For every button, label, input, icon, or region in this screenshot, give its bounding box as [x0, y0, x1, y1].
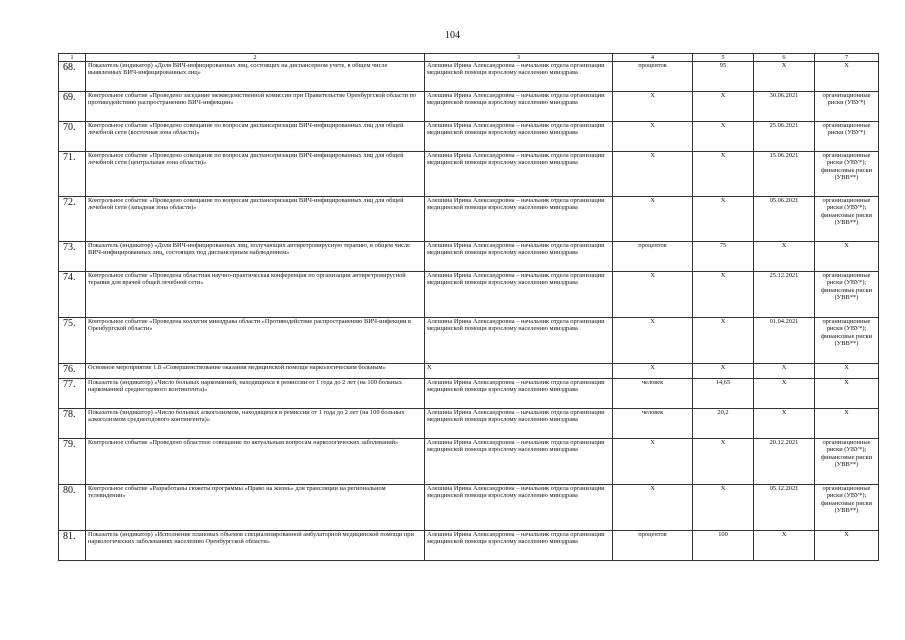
- header-cell: 1: [59, 54, 86, 62]
- header-cell: 7: [815, 54, 879, 62]
- table-row: [59, 152, 879, 197]
- row-number-cell: 71.: [59, 152, 86, 197]
- table-row: [59, 122, 879, 152]
- event-name-cell: Показатель (индикатор) «Доля ВИЧ-инфицированных лиц, состоящих на диспансерном учете, в общем числе выявленных ВИЧ-инфицированных лиц»: [86, 62, 425, 92]
- header-cell: 2: [86, 54, 425, 62]
- header-cell: 4: [613, 54, 693, 62]
- event-name-cell: Контрольное событие «Проведено совещание по вопросам диспансеризации ВИЧ-инфицированных лиц для общей лечебной сети (западная зона области)»: [86, 197, 425, 242]
- row-number-cell: 68.: [59, 62, 86, 92]
- deadline-cell: X: [754, 242, 815, 272]
- table-row: [59, 92, 879, 122]
- value-cell: X: [693, 197, 754, 242]
- responsible-cell: Алешина Ирина Александровна – начальник отдела организации медицинской помощи взрослому населению минздрава: [425, 122, 613, 152]
- table-row: [59, 272, 879, 318]
- responsible-cell: Алешина Ирина Александровна – начальник отдела организации медицинской помощи взрослому населению минздрава: [425, 409, 613, 439]
- row-number-cell: 69.: [59, 92, 86, 122]
- risks-cell: организационные риски (УВУ*); финансовые риски (УВВ**): [815, 439, 879, 485]
- table-row: [59, 379, 879, 409]
- risks-cell: X: [815, 531, 879, 561]
- value-cell: 100: [693, 531, 754, 561]
- responsible-cell: Алешина Ирина Александровна – начальник отдела организации медицинской помощи взрослому населению минздрава: [425, 531, 613, 561]
- value-cell: X: [693, 364, 754, 379]
- plan-table: [58, 53, 879, 561]
- table-row: [59, 531, 879, 561]
- value-cell: 14,65: [693, 379, 754, 409]
- deadline-cell: X: [754, 409, 815, 439]
- responsible-cell: Алешина Ирина Александровна – начальник отдела организации медицинской помощи взрослому населению минздрава: [425, 379, 613, 409]
- unit-cell: человек: [613, 379, 693, 409]
- risks-cell: X: [815, 242, 879, 272]
- unit-cell: X: [613, 364, 693, 379]
- risks-cell: X: [815, 62, 879, 92]
- risks-cell: X: [815, 379, 879, 409]
- deadline-cell: X: [754, 531, 815, 561]
- deadline-cell: 05.12.2021: [754, 485, 815, 531]
- deadline-cell: X: [754, 62, 815, 92]
- unit-cell: X: [613, 152, 693, 197]
- row-number-cell: 81.: [59, 531, 86, 561]
- row-number-cell: 73.: [59, 242, 86, 272]
- table-row: [59, 485, 879, 531]
- responsible-cell: Алешина Ирина Александровна – начальник отдела организации медицинской помощи взрослому населению минздрава: [425, 197, 613, 242]
- event-name-cell: Контрольное событие «Проведено совещание по вопросам диспансеризации ВИЧ-инфицированных лиц для общей лечебной сети (восточная зона области)»: [86, 122, 425, 152]
- table-row: [59, 409, 879, 439]
- value-cell: X: [693, 92, 754, 122]
- risks-cell: X: [815, 409, 879, 439]
- value-cell: 20,2: [693, 409, 754, 439]
- unit-cell: X: [613, 439, 693, 485]
- deadline-cell: 20.12.2021: [754, 439, 815, 485]
- deadline-cell: 30.06.2021: [754, 92, 815, 122]
- risks-cell: организационные риски (УВУ*): [815, 122, 879, 152]
- row-number-cell: 76.: [59, 364, 86, 379]
- row-number-cell: 74.: [59, 272, 86, 318]
- risks-cell: организационные риски (УВУ*): [815, 92, 879, 122]
- unit-cell: процентов: [613, 62, 693, 92]
- table-row: [59, 62, 879, 92]
- value-cell: X: [693, 439, 754, 485]
- unit-cell: X: [613, 197, 693, 242]
- responsible-cell: Алешина Ирина Александровна – начальник отдела организации медицинской помощи взрослому населению минздрава: [425, 485, 613, 531]
- deadline-cell: X: [754, 379, 815, 409]
- row-number-cell: 78.: [59, 409, 86, 439]
- unit-cell: X: [613, 122, 693, 152]
- value-cell: X: [693, 122, 754, 152]
- row-number-cell: 72.: [59, 197, 86, 242]
- responsible-cell: Алешина Ирина Александровна – начальник отдела организации медицинской помощи взрослому населению минздрава: [425, 62, 613, 92]
- table-row: [59, 242, 879, 272]
- unit-cell: X: [613, 92, 693, 122]
- event-name-cell: Контрольное событие «Проведено совещание по вопросам диспансеризации ВИЧ-инфицированных лиц для общей лечебной сети (центральная зона области)»: [86, 152, 425, 197]
- responsible-cell: Алешина Ирина Александровна – начальник отдела организации медицинской помощи взрослому населению минздрава: [425, 242, 613, 272]
- responsible-cell: Алешина Ирина Александровна – начальник отдела организации медицинской помощи взрослому населению минздрава: [425, 439, 613, 485]
- event-name-cell: Показатель (индикатор) «Число больных алкоголизмом, находящихся в ремиссии от 1 года до 2 лет (на 100 больных алкоголизмом среднегодового контингента)»: [86, 409, 425, 439]
- responsible-cell: Алешина Ирина Александровна – начальник отдела организации медицинской помощи взрослому населению минздрава: [425, 318, 613, 364]
- deadline-cell: 05.06.2021: [754, 197, 815, 242]
- event-name-cell: Контрольное событие «Проведена коллегия минздрава области «Противодействие распространению ВИЧ-инфекции в Оренбургской области»: [86, 318, 425, 364]
- risks-cell: X: [815, 364, 879, 379]
- risks-cell: организационные риски (УВУ*); финансовые риски (УВВ**): [815, 272, 879, 318]
- deadline-cell: X: [754, 364, 815, 379]
- responsible-cell: Алешина Ирина Александровна – начальник отдела организации медицинской помощи взрослому населению минздрава: [425, 92, 613, 122]
- responsible-cell: X: [425, 364, 613, 379]
- deadline-cell: 01.04.2021: [754, 318, 815, 364]
- row-number-cell: 77.: [59, 379, 86, 409]
- row-number-cell: 75.: [59, 318, 86, 364]
- deadline-cell: 25.12.2021: [754, 272, 815, 318]
- unit-cell: процентов: [613, 242, 693, 272]
- risks-cell: организационные риски (УВУ*); финансовые риски (УВВ**): [815, 152, 879, 197]
- event-name-cell: Основное мероприятие 1.8 «Совершенствование оказания медицинской помощи наркологическим больным»: [86, 364, 425, 379]
- value-cell: 95: [693, 62, 754, 92]
- event-name-cell: Контрольное событие «Проведено областное совещание по актуальным вопросам наркологических заболеваний»: [86, 439, 425, 485]
- unit-cell: X: [613, 272, 693, 318]
- event-name-cell: Показатель (индикатор) «Число больных наркоманией, находящихся в ремиссии от 1 года до 2 лет (на 100 больных наркоманией среднегодового контингента)»: [86, 379, 425, 409]
- responsible-cell: Алешина Ирина Александровна – начальник отдела организации медицинской помощи взрослому населению минздрава: [425, 152, 613, 197]
- header-cell: 6: [754, 54, 815, 62]
- event-name-cell: Контрольное событие «Проведено заседание межведомственной комиссии при Правительстве Оренбургской области по противодействию распространению ВИЧ-инфекции»: [86, 92, 425, 122]
- value-cell: X: [693, 272, 754, 318]
- event-name-cell: Контрольное событие «Проведена областная научно-практическая конференция по организации антиретровирусной терапии для врачей общей лечебной сети»: [86, 272, 425, 318]
- unit-cell: процентов: [613, 531, 693, 561]
- value-cell: 75: [693, 242, 754, 272]
- table-row: [59, 197, 879, 242]
- unit-cell: человек: [613, 409, 693, 439]
- table-row: [59, 364, 879, 379]
- row-number-cell: 79.: [59, 439, 86, 485]
- unit-cell: X: [613, 318, 693, 364]
- event-name-cell: Показатель (индикатор) «Доля ВИЧ-инфицированных лиц, получающих антиретровирусную терапию, в общем числе ВИЧ-инфицированных лиц, состоящих под диспансерным наблюдением»: [86, 242, 425, 272]
- value-cell: X: [693, 152, 754, 197]
- header-cell: 5: [693, 54, 754, 62]
- responsible-cell: Алешина Ирина Александровна – начальник отдела организации медицинской помощи взрослому населению минздрава: [425, 272, 613, 318]
- risks-cell: организационные риски (УВУ*); финансовые риски (УВВ**): [815, 485, 879, 531]
- value-cell: X: [693, 318, 754, 364]
- risks-cell: организационные риски (УВУ*); финансовые риски (УВВ**): [815, 318, 879, 364]
- row-number-cell: 70.: [59, 122, 86, 152]
- risks-cell: организационные риски (УВУ*); финансовые риски (УВВ**): [815, 197, 879, 242]
- value-cell: X: [693, 485, 754, 531]
- row-number-cell: 80.: [59, 485, 86, 531]
- page-number: 104: [445, 30, 460, 41]
- table-row: [59, 318, 879, 364]
- header-row: [59, 54, 879, 62]
- event-name-cell: Показатель (индикатор) «Исполнение плановых объемов специализированной амбулаторной медицинской помощи при наркологических заболеваниях населению Оренбургской области»: [86, 531, 425, 561]
- table-row: [59, 439, 879, 485]
- event-name-cell: Контрольное событие «Разработаны сюжеты программы «Право на жизнь» для трансляции на региональном телевидении»: [86, 485, 425, 531]
- header-cell: 3: [425, 54, 613, 62]
- deadline-cell: 15.06.2021: [754, 152, 815, 197]
- unit-cell: X: [613, 485, 693, 531]
- deadline-cell: 25.06.2021: [754, 122, 815, 152]
